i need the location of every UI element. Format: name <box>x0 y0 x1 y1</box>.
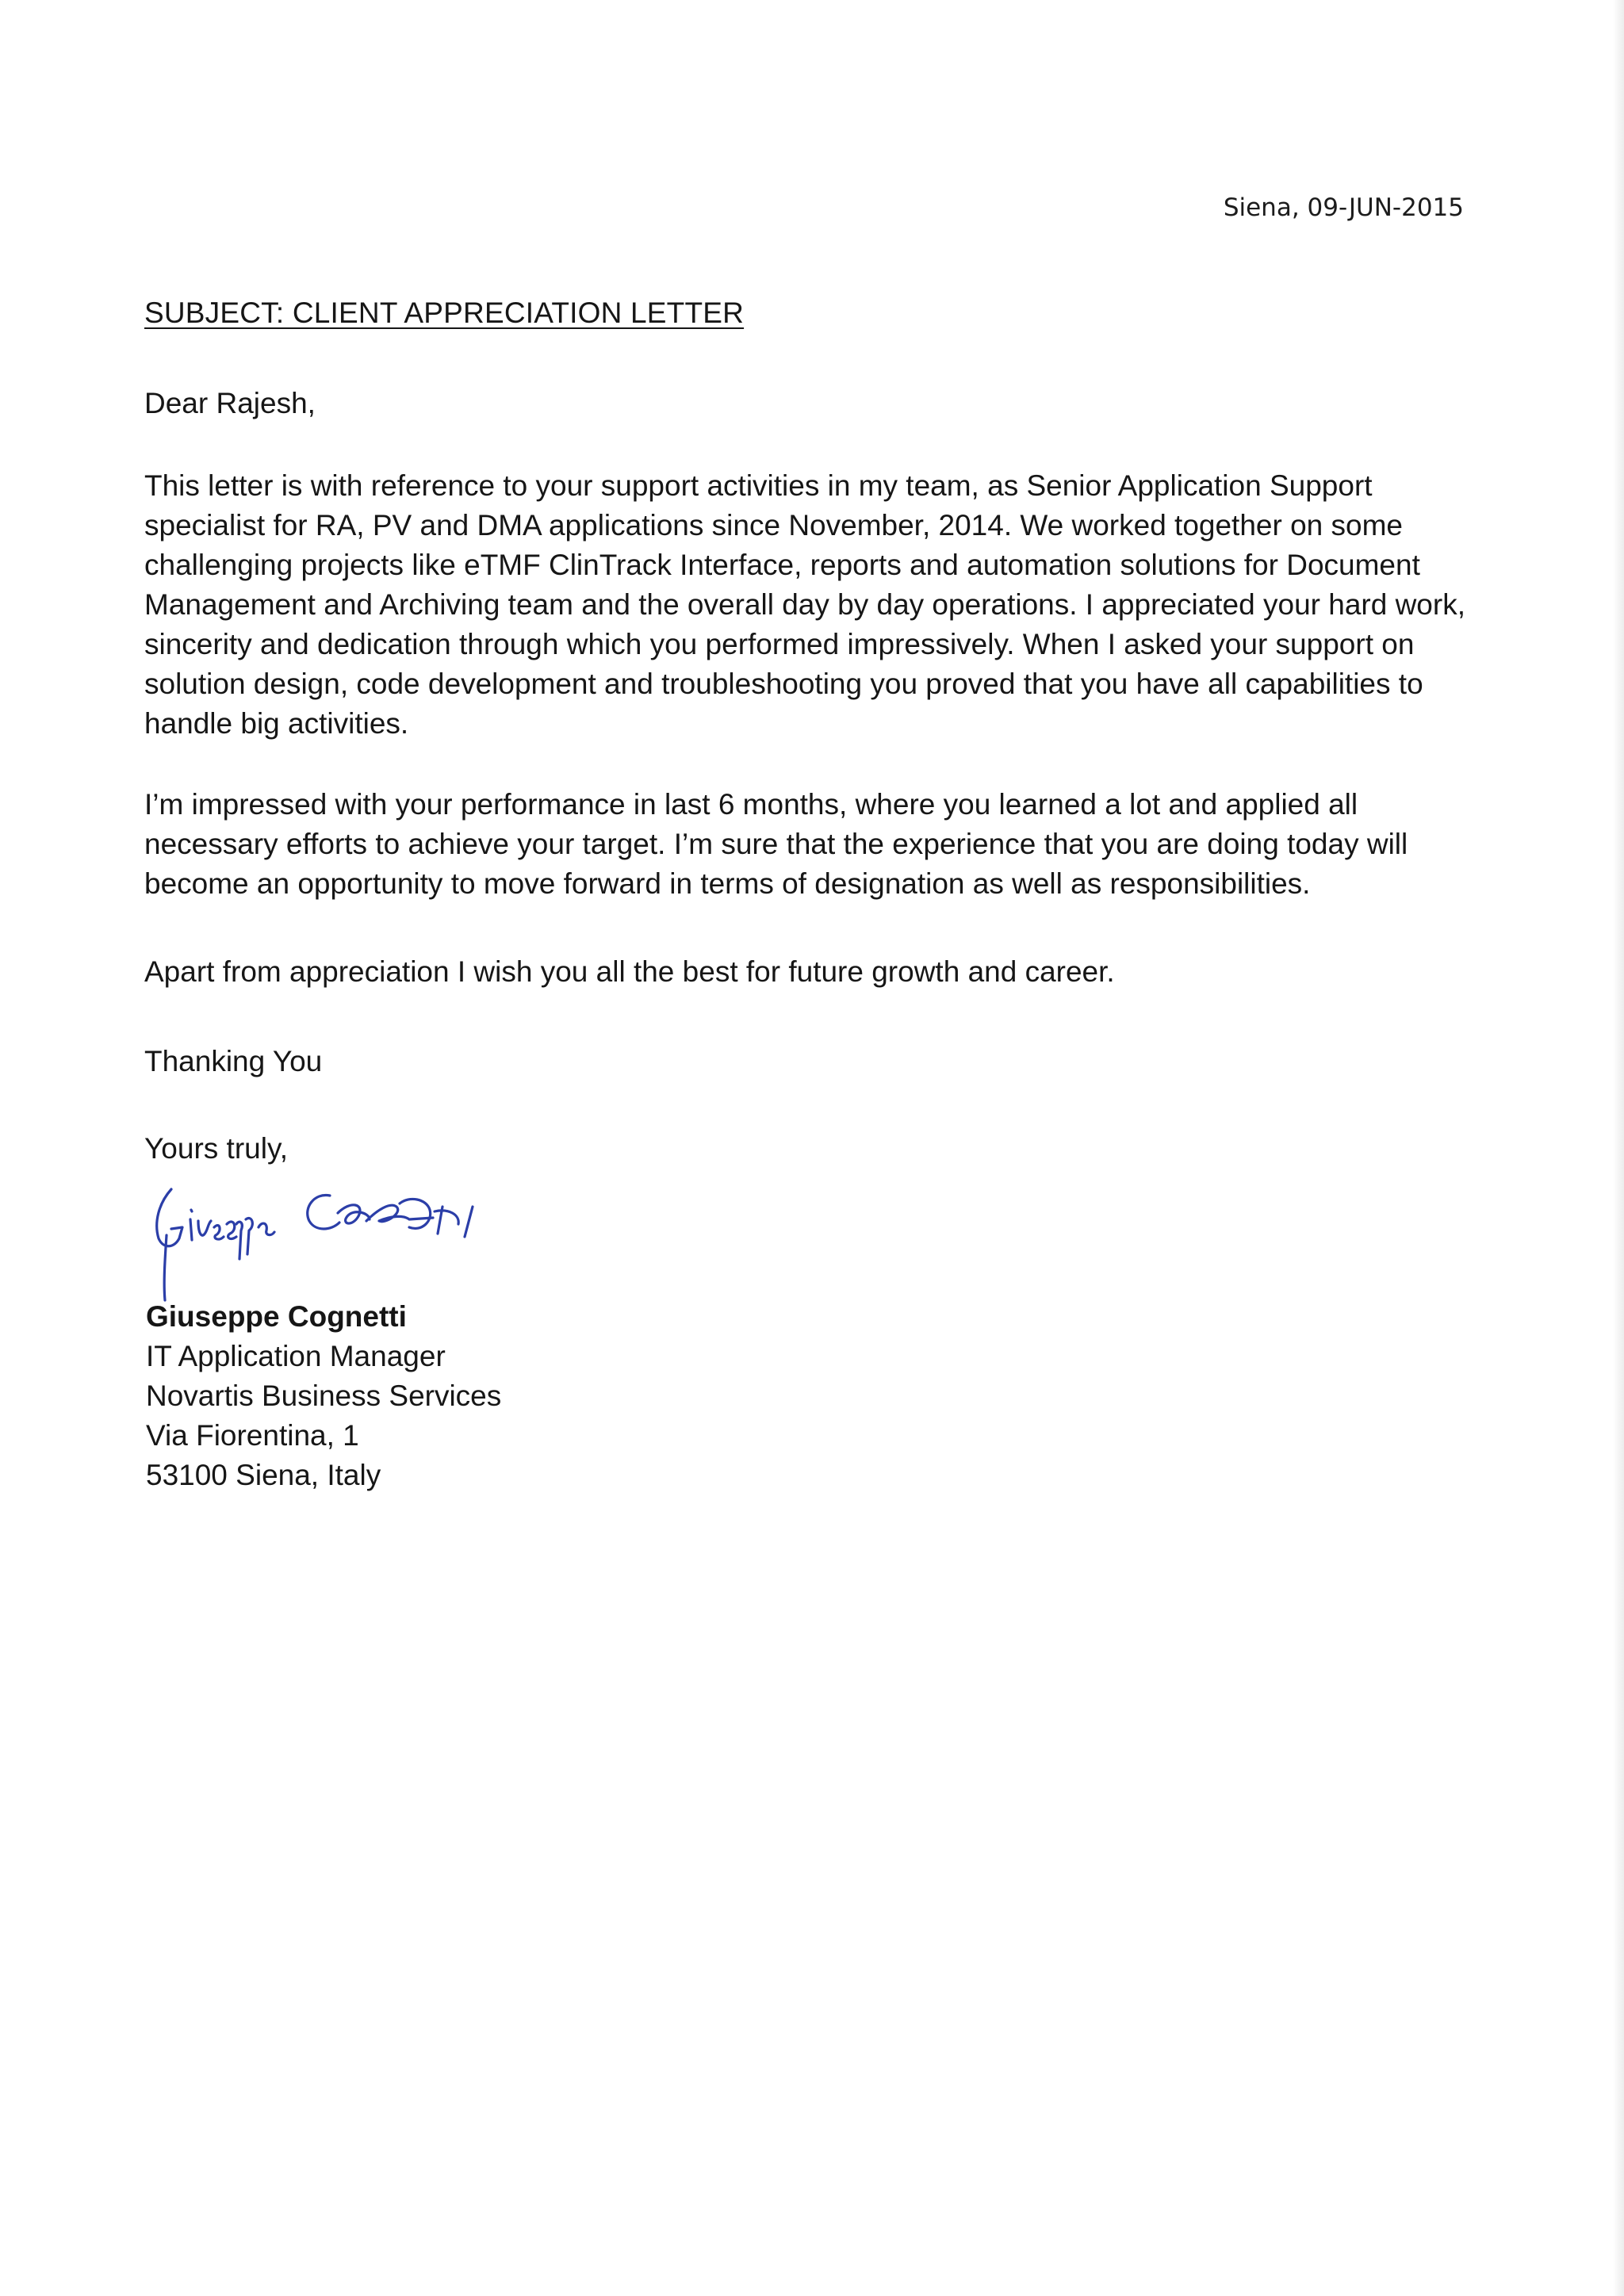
signer-title: IT Application Manager <box>146 1340 446 1372</box>
letter-closing: Thanking You <box>144 1045 323 1077</box>
body-paragraph-1: This letter is with reference to your support activities in my team, as Senior Application Support specialist for RA, PV and DMA applications since November, 2014. We worked together on some challenging projects like eTMF ClinTrack Interface, reports and automation solutions for Document Management and Archiving team and the overall day by day operations. I appreciated your hard work, sincerity and dedication through which you performed impressively. When I asked your support on solution design, code development and troubleshooting you proved that you have all capabilities to handle big activities. <box>144 469 1465 740</box>
signer-address-line-1: Via Fiorentina, 1 <box>146 1419 359 1452</box>
letter-date: Siena, 09-JUN-2015 <box>1223 193 1464 222</box>
body-paragraph-3: Apart from appreciation I wish you all the best for future growth and career. <box>144 955 1115 988</box>
handwritten-signature <box>147 1172 512 1307</box>
signer-block <box>146 1297 501 1495</box>
signer-name: Giuseppe Cognetti <box>146 1300 407 1333</box>
page-edge-shadow <box>1613 0 1624 2296</box>
letter-subject: SUBJECT: CLIENT APPRECIATION LETTER <box>144 297 745 329</box>
signer-company: Novartis Business Services <box>146 1380 502 1412</box>
letter-salutation: Dear Rajesh, <box>144 387 316 419</box>
signer-address-line-2: 53100 Siena, Italy <box>146 1459 381 1491</box>
letter-sign-off: Yours truly, <box>144 1132 288 1165</box>
body-paragraph-2: I’m impressed with your performance in last 6 months, where you learned a lot and applied all necessary efforts to achieve your target. I’m sure that the experience that you are doing today will become an opportunity to move forward in terms of designation as well as responsibilities. <box>144 788 1408 900</box>
